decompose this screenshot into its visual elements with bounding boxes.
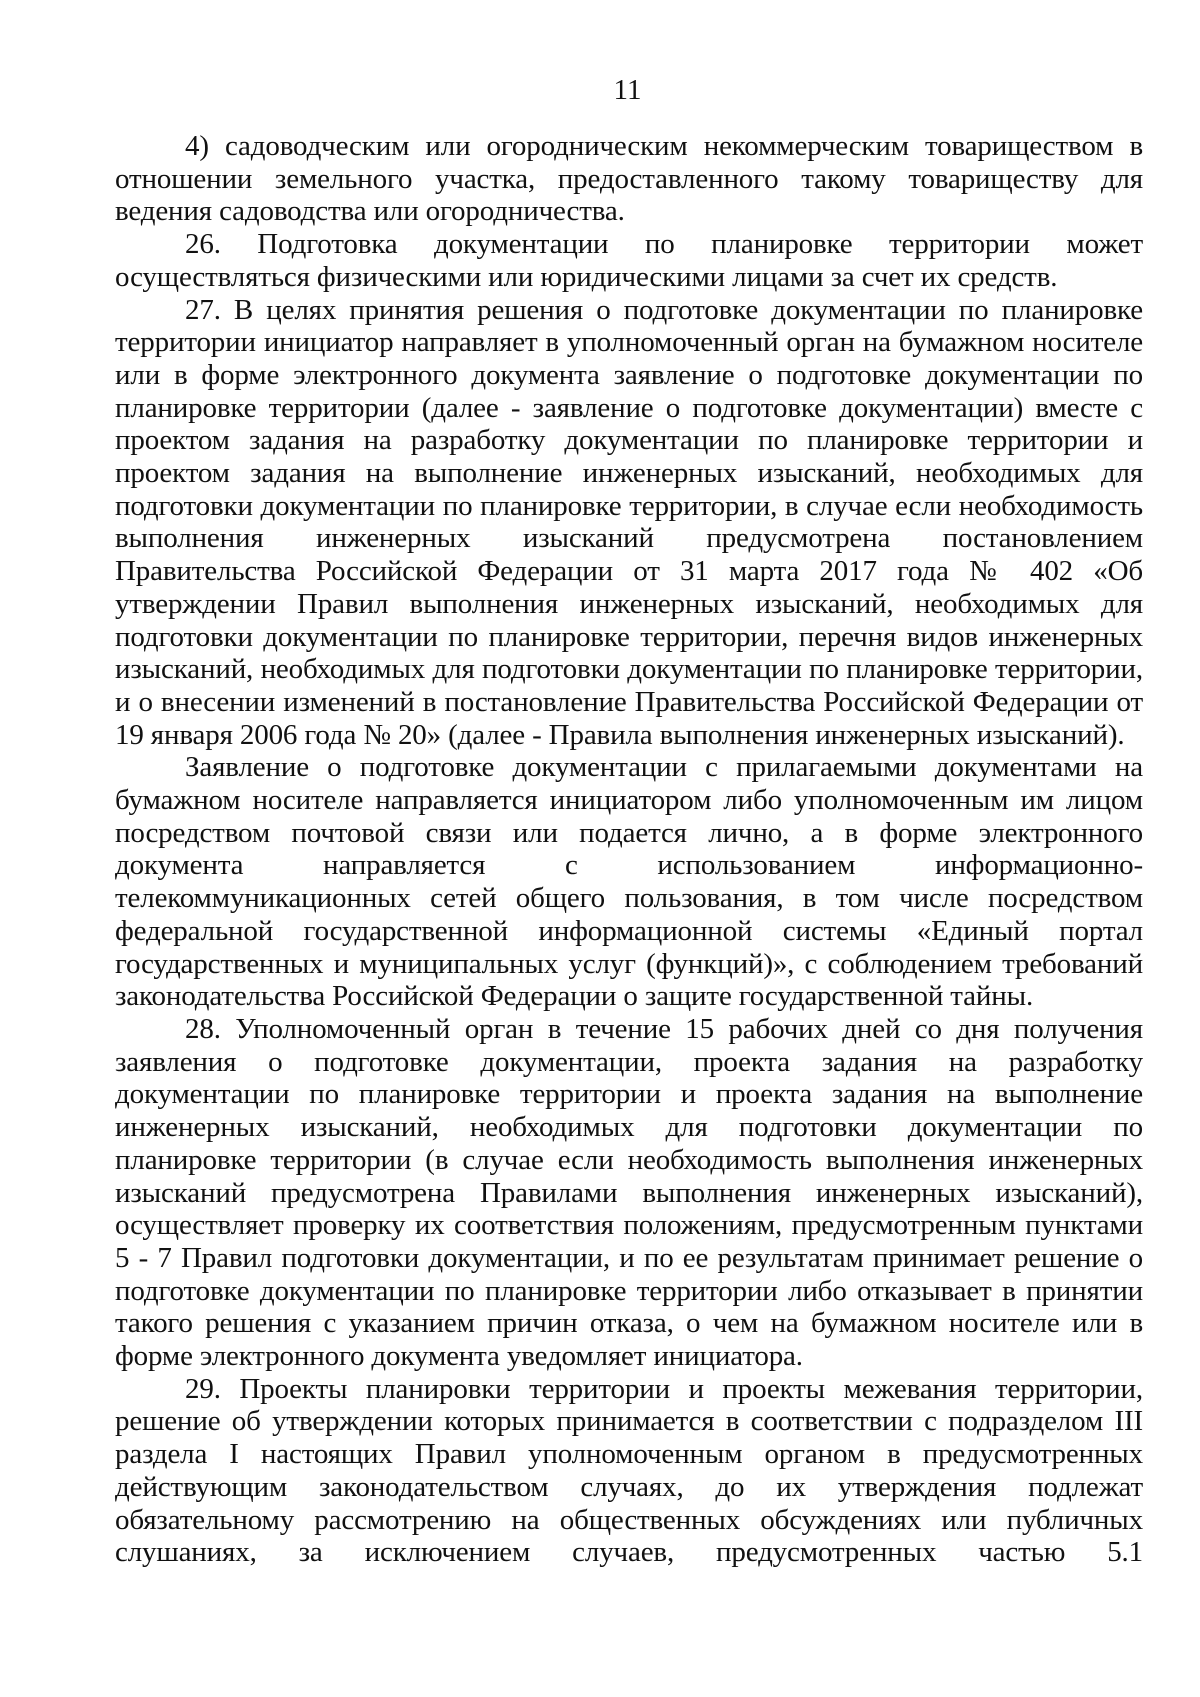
paragraph-26: 26. Подготовка документации по планировке территории может осуществляться физическими или юридическими лицами за счет их средств. xyxy=(115,228,1143,293)
paragraph-28: 28. Уполномоченный орган в течение 15 рабочих дней со дня получения заявления о подготовке документации, проекта задания на разработку документации по планировке территории и проекта задания на выполнение инженерных изысканий, необходимых для подготовки документации по планировке территории (в случае если необходимость выполнения инженерных изысканий предусмотрена Правилами выполнения инженерных изысканий), осуществляет проверку их соответствия положениям, предусмотренным пунктами 5 - 7 Правил подготовки документации, и по ее результатам принимает решение о подготовке документации по планировке территории либо отказывает в принятии такого решения с указанием причин отказа, о чем на бумажном носителе или в форме электронного документа уведомляет инициатора. xyxy=(115,1012,1143,1373)
paragraph-27-application: Заявление о подготовке документации с прилагаемыми документами на бумажном носителе направляется инициатором либо уполномоченным им лицом посредством почтовой связи или подается лично, а в форме электронного документа направляется с использованием информационно-телекоммуникационных сетей общего пользования, в том числе посредством федеральной государственной информационной системы «Единый портал государственных и муниципальных услуг (функций)», с соблюдением требований законодательства Российской Федерации о защите государственной тайны. xyxy=(115,751,1143,1013)
paragraph-27: 27. В целях принятия решения о подготовке документации по планировке территории инициатор направляет в уполномоченный орган на бумажном носителе или в форме электронного документа заявление о подготовке документации по планировке территории (далее - заявление о подготовке документации) вместе с проектом задания на разработку документации по планировке территории и проектом задания на выполнение инженерных изысканий, необходимых для подготовки документации по планировке территории, в случае если необходимость выполнения инженерных изысканий предусмотрена постановлением Правительства Российской Федерации от 31 марта 2017 года № 402 «Об утверждении Правил выполнения инженерных изысканий, необходимых для подготовки документации по планировке территории, перечня видов инженерных изысканий, необходимых для подготовки документации по планировке территории, и о внесении изменений в постановление Правительства Российской Федерации от 19 января 2006 года № 20» (далее - Правила выполнения инженерных изысканий). xyxy=(115,293,1143,751)
paragraph-29: 29. Проекты планировки территории и проекты межевания территории, решение об утверждении которых принимается в соответствии с подразделом III раздела I настоящих Правил уполномоченным органом в предусмотренных действующим законодательством случаях, до их утверждения подлежат обязательному рассмотрению на общественных обсуждениях или публичных слушаниях, за исключением случаев, предусмотренных частью 5.1 xyxy=(115,1372,1143,1569)
paragraph-item-4: 4) садоводческим или огородническим некоммерческим товариществом в отношении земельного участка, предоставленного такому товариществу для ведения садоводства или огородничества. xyxy=(115,130,1143,228)
page-number: 11 xyxy=(613,74,642,106)
document-body xyxy=(115,130,1143,1569)
